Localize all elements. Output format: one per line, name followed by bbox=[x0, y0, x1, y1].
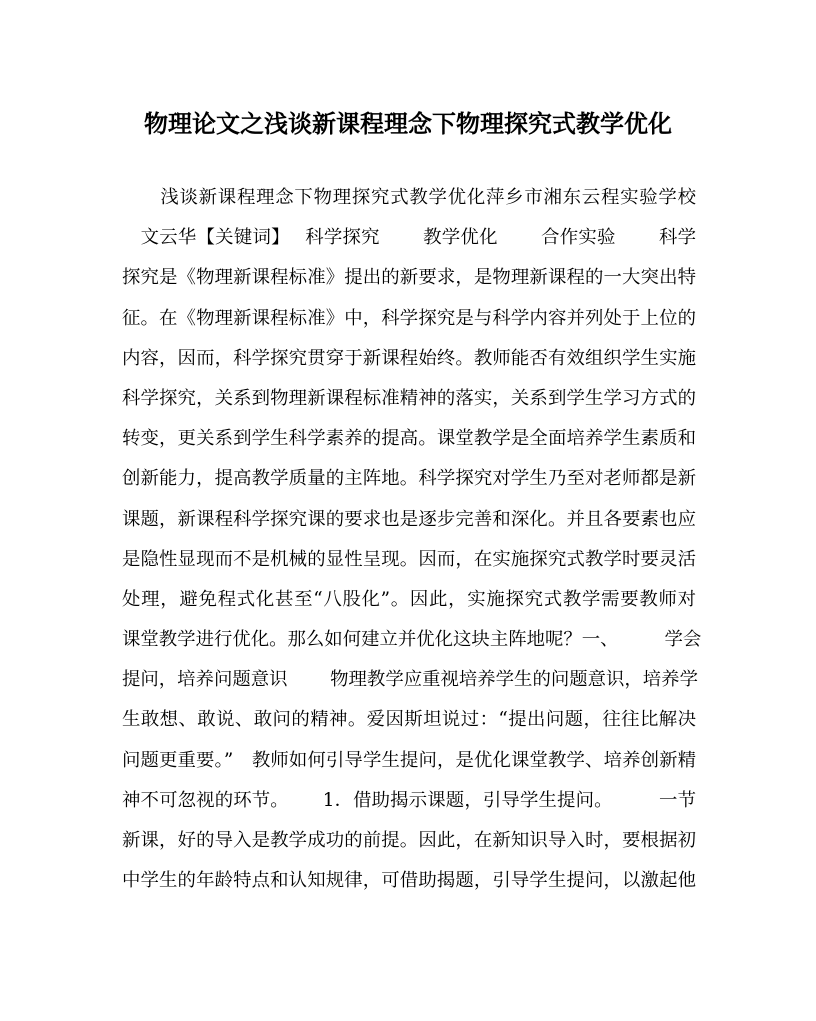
body-line: 神不可忽视的环节。 1．借助揭示课题，引导学生提问。 一节 bbox=[122, 789, 696, 811]
document-body bbox=[122, 178, 702, 901]
body-line: 课堂教学进行优化。那么如何建立并优化这块主阵地呢？一、 学会 bbox=[122, 629, 702, 651]
document-title: 物理论文之浅谈新课程理念下物理探究式教学优化 bbox=[144, 109, 672, 138]
body-line: 课题，新课程科学探究课的要求也是逐步完善和深化。并且各要素也应 bbox=[122, 508, 696, 530]
body-line: 新课，好的导入是教学成功的前提。因此，在新知识导入时，要根据初 bbox=[122, 830, 696, 851]
body-line: 探究是《物理新课程标准》提出的新要求，是物理新课程的一大突出特 bbox=[122, 267, 696, 289]
body-line: 中学生的年龄特点和认知规律，可借助揭题，引导学生提问，以激起他 bbox=[122, 870, 696, 892]
body-line: 处理，避免程式化甚至“八股化”。因此，实施探究式教学需要教师对 bbox=[122, 588, 696, 610]
body-line: 浅谈新课程理念下物理探究式教学优化萍乡市湘东云程实验学校 bbox=[122, 187, 696, 208]
body-line: 科学探究，关系到物理新课程标准精神的落实，关系到学生学习方式的 bbox=[122, 387, 696, 409]
body-line: 提问，培养问题意识 物理教学应重视培养学生的问题意识，培养学 bbox=[122, 669, 698, 691]
body-line: 文云华【关键词】 科学探究 教学优化 合作实验 科学 bbox=[122, 227, 696, 249]
body-line: 是隐性显现而不是机械的显性呈现。因而，在实施探究式教学时要灵活 bbox=[122, 548, 696, 570]
body-line: 转变，更关系到学生科学素养的提高。课堂教学是全面培养学生素质和 bbox=[122, 428, 696, 450]
body-line: 内容，因而，科学探究贯穿于新课程始终。教师能否有效组织学生实施 bbox=[122, 347, 696, 369]
body-line: 问题更重要。” 教师如何引导学生提问，是优化课堂教学、培养创新精 bbox=[122, 749, 696, 771]
body-line: 创新能力，提高教学质量的主阵地。科学探究对学生乃至对老师都是新 bbox=[122, 468, 696, 490]
body-line: 生敢想、敢说、敢问的精神。爱因斯坦说过：“提出问题，往往比解决 bbox=[122, 709, 696, 731]
body-line: 征。在《物理新课程标准》中，科学探究是与科学内容并列处于上位的 bbox=[122, 307, 696, 329]
